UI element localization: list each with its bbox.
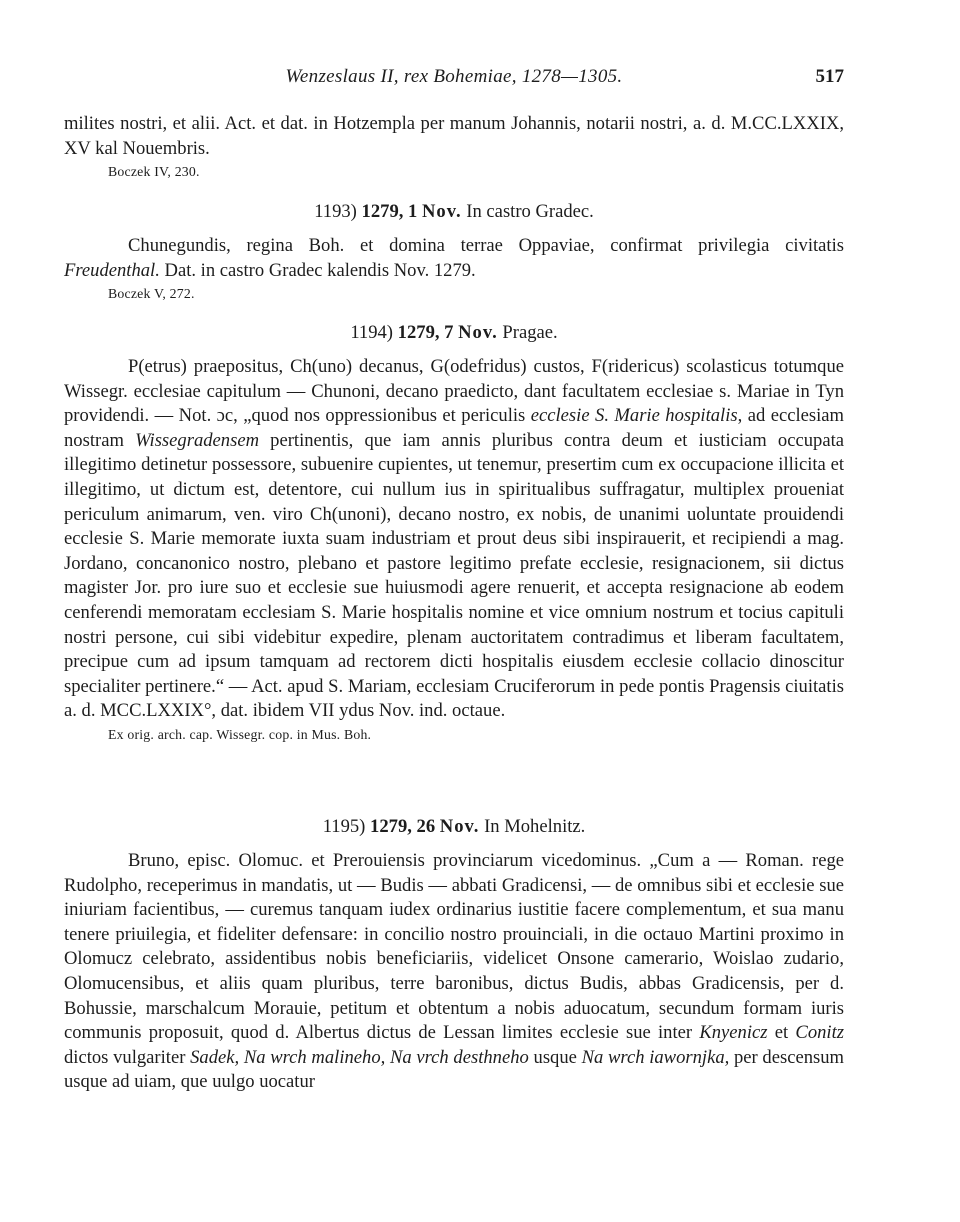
- entry-text: P(etrus) praepositus, Ch(uno) decanus, G(odefridus) custos, F(ridericus) scolasticus totumque Wissegr. ecclesiae capitulum — Chunoni, decano praedicto, dant facultatem ecclesiae s. Mariae in Tyn providendi. — Not. ɔc, „quod nos oppressionibus et periculis ecclesie S. Marie hospitalis, ad ecclesiam nostram Wissegradensem pertinentis, que iam annis pluribus contra deum et iusticiam occupata illegitimo detinetur possessore, subuenire cupientes, ut tenemur, presertim cum ex occupacione illicita et illegitimo, ut dictum est, detentore, cui nullum ius in spiritualibus suffragatur, multiplex proueniat periculum animarum, ven. viro Ch(unoni), decano nostro, ex nobis, de unanimi uoluntate prouidendi ecclesie S. Marie memorate iuxta suam industriam et prout deus sibi inspirauerit, et recipiendi a mag. Jordano, concanonico nostro, plebano et pastore legitimo prefate ecclesie, resignacionem, sii dictus magister Jor. pro iure suo et ecclesie sue huiusmodi agere renuerit, et accepta resignacione ab eodem cenferendi memoratam ecclesiam S. Marie hospitalis nomine et vice omnium nostrum et tocius capituli nostri persone, cui sibi videbitur expedire, plenam auctoritatem contradimus et liberam facultatem, precipue cum ad ipsum tamquam ad rectorem dicti hospitalis eiusdem ecclesie collacio dinoscitur specialiter pertinere.“ — Act. apud S. Mariam, ecclesiam Cruciferorum in pede pontis Pragensis ciuitatis a. d. MCC.LXXIX°, dat. ibidem VII ydus Nov. ind. octaue.: [64, 356, 844, 722]
- entry-place: In Mohelnitz.: [484, 816, 586, 837]
- entry-1193: [64, 199, 844, 303]
- entry-text: Chunegundis, regina Boh. et domina terrae Oppaviae, confirmat privilegia civitatis Freudenthal. Dat. in castro Gradec kalendis Nov. 1279.: [64, 235, 844, 281]
- entry-number: 1194): [350, 322, 394, 343]
- entry-month: Nov.: [439, 816, 480, 837]
- entry-1194: [64, 320, 844, 744]
- entry-heading: [64, 320, 844, 346]
- intro-source: Boczek IV, 230.: [108, 164, 200, 180]
- entry-source: Boczek V, 272.: [108, 286, 195, 302]
- intro-text: milites nostri, et alii. Act. et dat. in Hotzempla per manum Johannis, notarii nostri, a. d. M.CC.LXXIX, XV kal Nouembris.: [64, 113, 844, 159]
- page-number: 517: [815, 66, 844, 87]
- entry-place: Pragae.: [502, 322, 558, 343]
- entry-heading: [64, 199, 844, 225]
- entry-heading: [64, 814, 844, 840]
- entry-place: In castro Gradec.: [466, 201, 594, 222]
- entry-date: 1279, 1: [361, 201, 418, 222]
- running-head: [64, 66, 844, 94]
- entry-month: Nov.: [458, 322, 498, 343]
- entry-number: 1195): [322, 816, 366, 837]
- entry-text: Bruno, episc. Olomuc. et Prerouiensis provinciarum vicedominus. „Cum a — Roman. rege Rudolpho, receperimus in mandatis, ut — Budis — abbati Gradicensi, — de omnibus sibi et ecclesie sue iniuriam facientibus, — curemus tanquam iudex ordinarius iustitie facere complementum, et sua manu tenere priuilegia, et fideliter defensare: in concilio nostro prouinciali, in die octauo Martini proximo in Olomucz celebrato, assidentibus nobis beneficiariis, videlicet Onsone camerario, Woislao zudario, Olomucensibus, et aliis quam pluribus, terre baronibus, dictus Budis, abbas Gradicensis, per d. Bohussie, marschalcum Morauie, petitum et obtentum a nobis aduocatum, secundum formam iuris communis proposuit, quod d. Albertus dictus de Lessan limites ecclesie sue inter Knyenicz et Conitz dictos vulgariter Sadek, Na wrch malineho, Na vrch desthneho usque Na wrch iawornjka, per descensum usque ad uiam, que uulgo uocatur: [64, 850, 844, 1093]
- entry-number: 1193): [314, 201, 357, 222]
- entry-1195: [64, 814, 844, 1095]
- entry-source: Ex orig. arch. cap. Wissegr. cop. in Mus. Boh.: [108, 726, 372, 742]
- entry-date: 1279, 7: [397, 322, 454, 343]
- entry-month: Nov.: [421, 201, 462, 222]
- running-title: Wenzeslaus II, rex Bohemiae, 1278—1305.: [285, 66, 623, 87]
- intro-block: [64, 112, 844, 181]
- entry-date: 1279, 26: [370, 816, 436, 837]
